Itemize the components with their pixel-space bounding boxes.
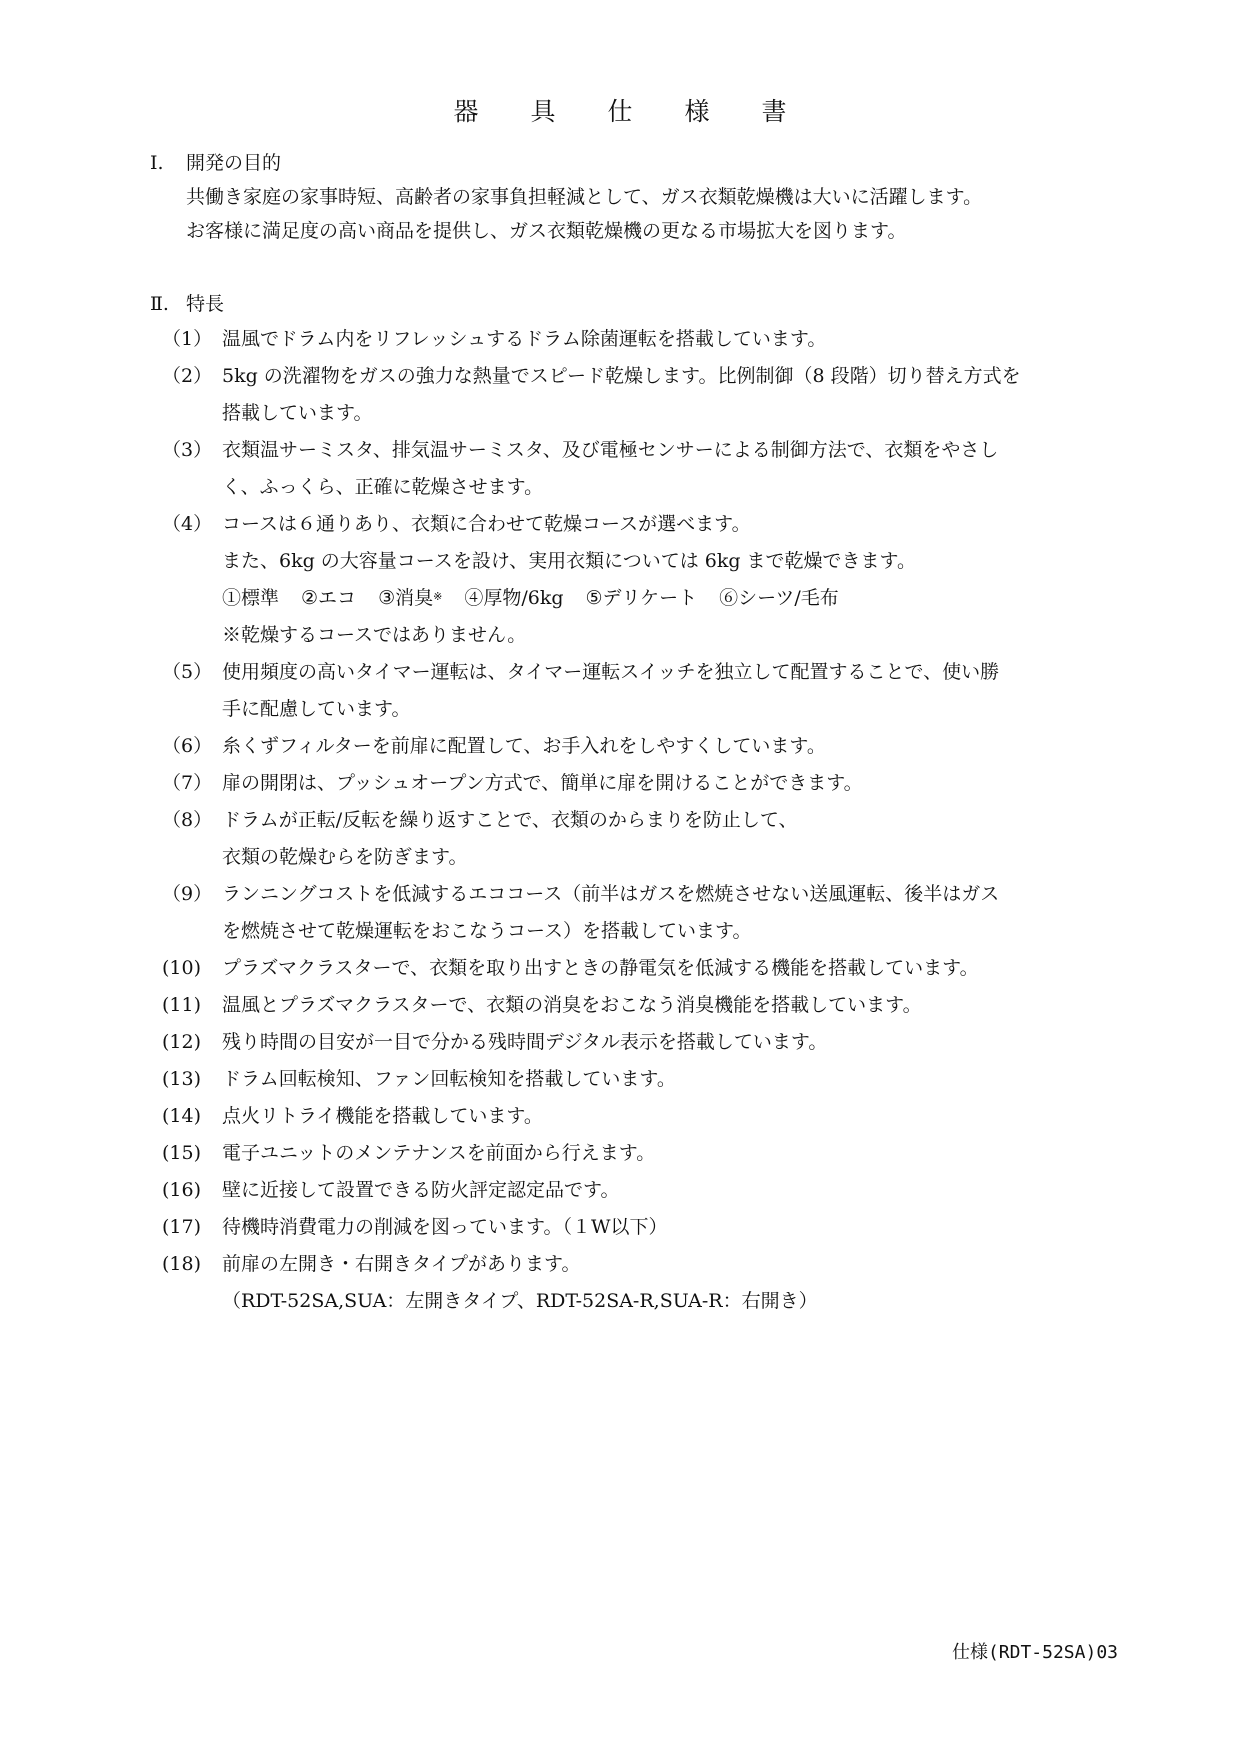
feature-line: 扉の開閉は、プッシュオープン方式で、簡単に扉を開けることができます。 [222, 772, 863, 794]
feature-text [222, 1061, 1130, 1098]
feature-line: 残り時間の目安が一目で分かる残時間デジタル表示を搭載しています。 [222, 1031, 828, 1053]
course-label: ⑥シーツ/毛布 [719, 587, 839, 609]
section-features [150, 287, 1130, 1320]
feature-line: 前扉の左開き・右開きタイプがあります。 [222, 1253, 581, 1275]
feature-line: 搭載しています。 [222, 402, 373, 424]
feature-number: （2） [162, 365, 213, 387]
feature-number: (11) [162, 994, 202, 1016]
section-heading [150, 287, 1130, 321]
feature-text [222, 1098, 1130, 1135]
course-name [719, 587, 839, 609]
feature-number: （1） [162, 328, 213, 350]
feature-number: （6） [162, 735, 213, 757]
feature-text [222, 987, 1130, 1024]
feature-line: 電子ユニットのメンテナンスを前面から行えます。 [222, 1142, 656, 1164]
feature-item [162, 1098, 1130, 1135]
feature-line: 温風とプラズマクラスターで、衣類の消臭をおこなう消臭機能を搭載しています。 [222, 994, 922, 1016]
feature-text [222, 654, 1130, 728]
feature-number: （3） [162, 439, 213, 461]
feature-line: ランニングコストを低減するエココース（前半はガスを燃焼させない送風運転、後半はガス [222, 883, 1000, 905]
feature-text [222, 506, 1130, 654]
feature-number: （4） [162, 513, 213, 535]
section-number: Ⅱ. [150, 293, 169, 315]
feature-item [162, 987, 1130, 1024]
feature-text [222, 1024, 1130, 1061]
feature-line: く、ふっくら、正確に乾燥させます。 [222, 476, 544, 498]
feature-line: ドラムが正転/反転を繰り返すことで、衣類のからまりを防止して、 [222, 809, 798, 831]
feature-number: （9） [162, 883, 213, 905]
feature-text [222, 765, 1130, 802]
feature-item [162, 1246, 1130, 1320]
footer-doc-id: 仕様(RDT-52SA)03 [951, 1642, 1118, 1663]
feature-line: 壁に近接して設置できる防火評定認定品です。 [222, 1179, 620, 1201]
paragraph-line: お客様に満足度の高い商品を提供し、ガス衣類乾燥機の更なる市場拡大を図ります。 [186, 220, 907, 242]
feature-item [162, 358, 1130, 432]
feature-number: (12) [162, 1031, 202, 1053]
course-label: ④厚物/6kg [464, 587, 564, 609]
feature-text [222, 432, 1130, 506]
feature-number: (14) [162, 1105, 202, 1127]
feature-text [222, 876, 1130, 950]
feature-item [162, 765, 1130, 802]
course-name [464, 587, 563, 609]
feature-line: 衣類の乾燥むらを防ぎます。 [222, 846, 468, 868]
feature-item [162, 1061, 1130, 1098]
course-label: ⑤デリケート [585, 587, 698, 609]
feature-item [162, 321, 1130, 358]
course-name [378, 587, 442, 609]
course-name [222, 587, 279, 609]
feature-line: プラズマクラスターで、衣類を取り出すときの静電気を低減する機能を搭載しています。 [222, 957, 979, 979]
feature-number: (18) [162, 1253, 202, 1275]
course-note: ※乾燥するコースではありません。 [222, 624, 527, 646]
feature-text [222, 1135, 1130, 1172]
course-label: ②エコ [301, 587, 357, 609]
feature-line: 衣類温サーミスタ、排気温サーミスタ、及び電極センサーによる制御方法で、衣類をやさし [222, 439, 999, 461]
course-list [222, 580, 1130, 617]
feature-line: 点火リトライ機能を搭載しています。 [222, 1105, 543, 1127]
feature-text [222, 1209, 1130, 1246]
section-title: 開発の目的 [186, 152, 282, 174]
feature-line: 5kg の洗濯物をガスの強力な熱量でスピード乾燥します。比例制御（8 段階）切り替え方式を [222, 365, 1021, 387]
feature-line: 糸くずフィルターを前扉に配置して、お手入れをしやすくしています。 [222, 735, 826, 757]
feature-item [162, 1135, 1130, 1172]
feature-item [162, 654, 1130, 728]
feature-item [162, 1172, 1130, 1209]
section-title: 特長 [186, 293, 225, 315]
feature-line: （RDT-52SA,SUA：左開きタイプ、RDT-52SA-R,SUA-R：右開き） [222, 1290, 818, 1312]
feature-number: （7） [162, 772, 213, 794]
feature-text [222, 1246, 1130, 1320]
feature-number: （5） [162, 661, 213, 683]
feature-item [162, 802, 1130, 876]
section-purpose [150, 146, 1130, 248]
feature-text [222, 950, 1130, 987]
feature-item [162, 950, 1130, 987]
page-title: 器具仕様書 [453, 97, 839, 126]
feature-text [222, 1172, 1130, 1209]
course-label: ①標準 [222, 587, 280, 609]
feature-line: 待機時消費電力の削減を図っています。（１W以下） [222, 1216, 668, 1238]
feature-line: ドラム回転検知、ファン回転検知を搭載しています。 [222, 1068, 676, 1090]
feature-line: 使用頻度の高いタイマー運転は、タイマー運転スイッチを独立して配置することで、使い勝 [222, 661, 1000, 683]
feature-line: 手に配慮しています。 [222, 698, 411, 720]
feature-item [162, 1024, 1130, 1061]
course-label: ③消臭 [378, 587, 434, 609]
feature-text [222, 728, 1130, 765]
feature-text [222, 321, 1130, 358]
feature-number: (13) [162, 1068, 202, 1090]
feature-list [162, 321, 1130, 1320]
feature-text [222, 802, 1130, 876]
feature-item [162, 728, 1130, 765]
feature-number: （8） [162, 809, 213, 831]
feature-line: コースは６通りあり、衣類に合わせて乾燥コースが選べます。 [222, 513, 751, 535]
feature-item [162, 506, 1130, 654]
feature-item [162, 432, 1130, 506]
feature-number: (15) [162, 1142, 202, 1164]
feature-line: 温風でドラム内をリフレッシュするドラム除菌運転を搭載しています。 [222, 328, 827, 350]
feature-number: (16) [162, 1179, 202, 1201]
feature-item [162, 1209, 1130, 1246]
feature-number: (10) [162, 957, 202, 979]
note-mark: ※ [433, 590, 443, 603]
feature-text [222, 358, 1130, 432]
paragraph-line: 共働き家庭の家事時短、高齢者の家事負担軽減として、ガス衣類乾燥機は大いに活躍します。 [186, 186, 983, 208]
feature-number: (17) [162, 1216, 202, 1238]
course-name [586, 587, 698, 609]
feature-item [162, 876, 1130, 950]
course-name [301, 587, 356, 609]
section-heading [150, 146, 1130, 180]
feature-line: また、6kg の大容量コースを設け、実用衣類については 6kg まで乾燥できます。 [222, 550, 917, 572]
feature-line: を燃焼させて乾燥運転をおこなうコース）を搭載しています。 [222, 920, 752, 942]
section-number: Ⅰ. [150, 152, 164, 174]
